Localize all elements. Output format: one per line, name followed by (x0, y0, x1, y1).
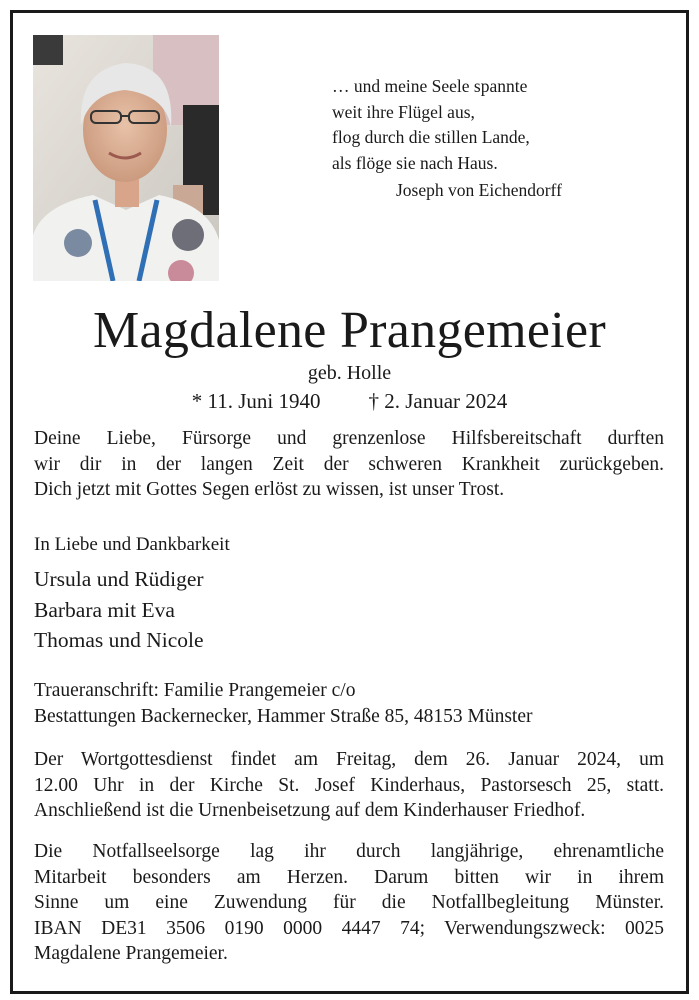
death-date: † 2. Januar 2024 (368, 389, 508, 413)
gratitude-line: In Liebe und Dankbarkeit (34, 534, 230, 555)
text-line: Der Wortgottesdienst findet am Freitag, dem 26. Januar 2024, um (34, 749, 664, 770)
family-member: Ursula und Rüdiger (34, 567, 204, 591)
mourning-address (34, 678, 664, 729)
poem-line: als flöge sie nach Haus. (332, 152, 498, 173)
text-line: Anschließend ist die Urnenbeisetzung auf dem Kinderhauser Friedhof. (34, 800, 586, 821)
poem-line: flog durch die stillen Lande, (332, 127, 530, 147)
donation-paragraph (34, 839, 664, 967)
intro-paragraph (34, 426, 664, 503)
family-member: Barbara mit Eva (34, 597, 175, 622)
text-line: Sinne um eine Zuwendung für die Notfallbegleitung Münster. (34, 892, 664, 913)
text-line: wir dir in der langen Zeit der schweren Krankheit zurückgeben. (34, 453, 664, 475)
poem-line: weit ihre Flügel aus, (332, 101, 475, 122)
service-paragraph (34, 747, 664, 824)
text-line: Magdalene Prangemeier. (34, 943, 228, 964)
birth-date: * 11. Juni 1940 (191, 389, 321, 413)
text-line: 12.00 Uhr in der Kirche St. Josef Kinderhaus, Pastorsesch 25, statt. (34, 774, 664, 796)
poem-line: … und meine Seele spannte (332, 76, 528, 96)
portrait-photo (33, 35, 219, 281)
text-line: Traueranschrift: Familie Prangemeier c/o (34, 680, 356, 701)
birth-name: geb. Holle (307, 362, 392, 384)
text-line: IBAN DE31 3506 0190 0000 4447 74; Verwendungszweck: 0025 (34, 917, 664, 939)
poem (332, 74, 562, 204)
text-line: Dich jetzt mit Gottes Segen erlöst zu wissen, ist unser Trost. (34, 479, 505, 500)
family-member: Thomas und Nicole (34, 628, 204, 652)
text-line: Deine Liebe, Fürsorge und grenzenlose Hilfsbereitschaft durften (34, 428, 664, 449)
life-dates (0, 387, 699, 415)
portrait-image (33, 35, 219, 281)
deceased-name: Magdalene Prangemeier (92, 302, 607, 359)
text-line: Die Notfallseelsorge lag ihr durch langjährige, ehrenamtliche (34, 841, 664, 862)
poem-author: Joseph von Eichendorff (396, 180, 562, 200)
text-line: Bestattungen Backernecker, Hammer Straße 85, 48153 Münster (34, 705, 533, 727)
family-list (34, 564, 664, 656)
text-line: Mitarbeit besonders am Herzen. Darum bitten wir in ihrem (34, 866, 664, 888)
